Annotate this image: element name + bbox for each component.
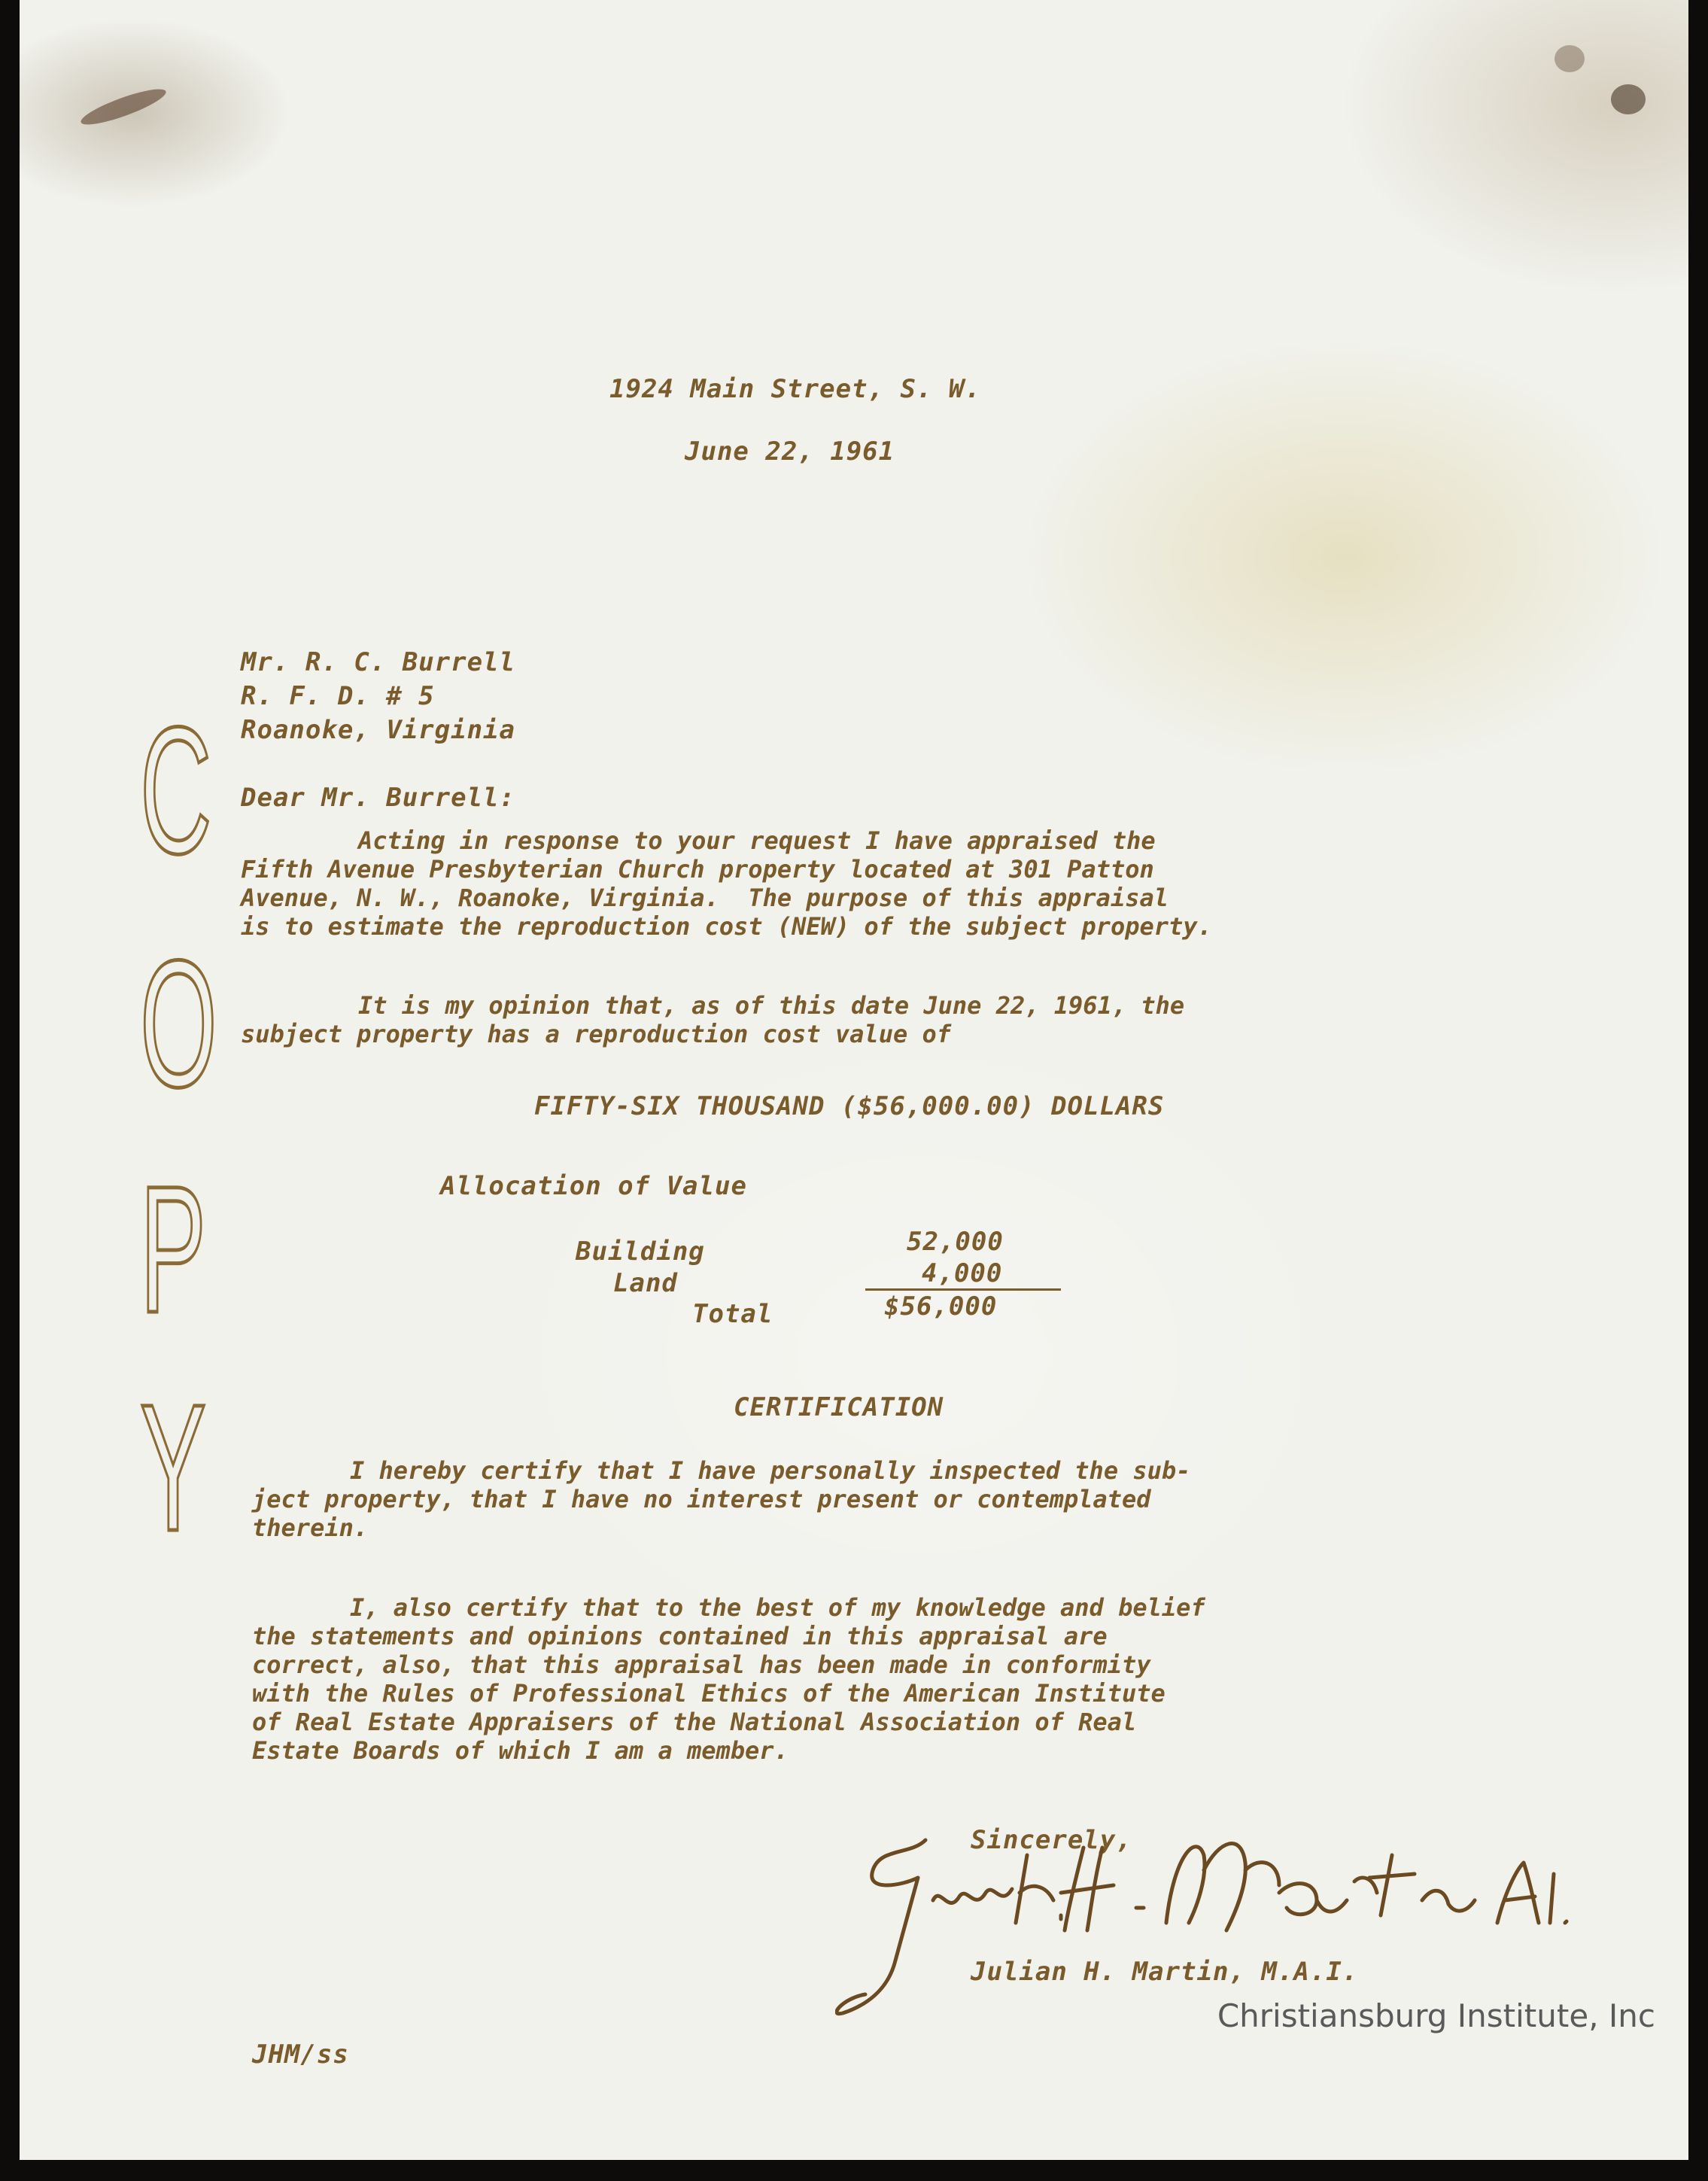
allocation-heading: Allocation of Value [440, 1171, 747, 1201]
paragraph-certification-ethics [252, 1593, 1205, 1765]
total-rule [865, 1288, 1061, 1291]
copy-stamp-letter-p: P [140, 1148, 207, 1350]
paragraph-line: therein. [252, 1513, 369, 1542]
sender-address: 1924 Main Street, S. W. [609, 374, 981, 404]
paragraph-line: the statements and opinions contained in this appraisal are [252, 1622, 1108, 1650]
paragraph-line: It is my opinion that, as of this date June 22, 1961, the [358, 991, 1185, 1020]
paragraph-line: with the Rules of Professional Ethics of the American Institute [252, 1679, 1166, 1708]
paragraph-appraisal-purpose [241, 826, 1212, 941]
copy-stamp-letter-c: C [140, 689, 212, 891]
allocation-land-value: 4,000 [922, 1258, 1003, 1288]
paragraph-line: is to estimate the reproduction cost (NEW) of the subject property. [241, 912, 1212, 941]
closing: Sincerely, [971, 1825, 1132, 1855]
paper-stain [1555, 45, 1585, 72]
allocation-land-label: Land [613, 1268, 678, 1298]
paper-stain [1611, 84, 1646, 114]
allocation-total-value: $56,000 [884, 1291, 998, 1322]
paragraph-line: Estate Boards of which I am a member. [252, 1736, 789, 1765]
copy-stamp-letter-o: O [140, 923, 217, 1124]
typist-initials: JHM/ss [252, 2040, 349, 2070]
value-statement: FIFTY-SIX THOUSAND ($56,000.00) DOLLARS [534, 1091, 1165, 1121]
paragraph-certification-inspection [252, 1456, 1190, 1542]
salutation: Dear Mr. Burrell: [241, 783, 515, 813]
certification-heading: CERTIFICATION [734, 1392, 944, 1422]
institution-watermark: Christiansburg Institute, Inc [1217, 1997, 1655, 2034]
recipient-route: R. F. D. # 5 [241, 681, 435, 711]
signature-name: Julian H. Martin, M.A.I. [971, 1957, 1359, 1987]
paragraph-line: subject property has a reproduction cost value of [241, 1020, 952, 1048]
paragraph-line: Avenue, N. W., Roanoke, Virginia. The purpose of this appraisal [241, 884, 1169, 912]
paragraph-line: ject property, that I have no interest present or contemplated [252, 1485, 1151, 1513]
paper-stain [78, 83, 169, 131]
copy-stamp-letter-y: Y [140, 1367, 207, 1568]
letter-date: June 22, 1961 [685, 437, 895, 467]
paragraph-line: I hereby certify that I have personally inspected the sub- [350, 1456, 1191, 1485]
allocation-total-label: Total [692, 1299, 773, 1329]
paragraph-line: correct, also, that this appraisal has been made in conformity [252, 1650, 1151, 1679]
recipient-city: Roanoke, Virginia [241, 715, 515, 745]
allocation-building-label: Building [576, 1237, 705, 1267]
recipient-name: Mr. R. C. Burrell [241, 647, 515, 677]
paragraph-line: of Real Estate Appraisers of the National Association of Real [252, 1708, 1137, 1736]
paragraph-line: Fifth Avenue Presbyterian Church property located at 301 Patton [241, 855, 1154, 884]
paragraph-line: Acting in response to your request I have appraised the [358, 826, 1156, 855]
paragraph-opinion [241, 991, 1184, 1048]
paragraph-line: I, also certify that to the best of my knowledge and belief [350, 1593, 1205, 1622]
allocation-building-value: 52,000 [907, 1227, 1004, 1257]
